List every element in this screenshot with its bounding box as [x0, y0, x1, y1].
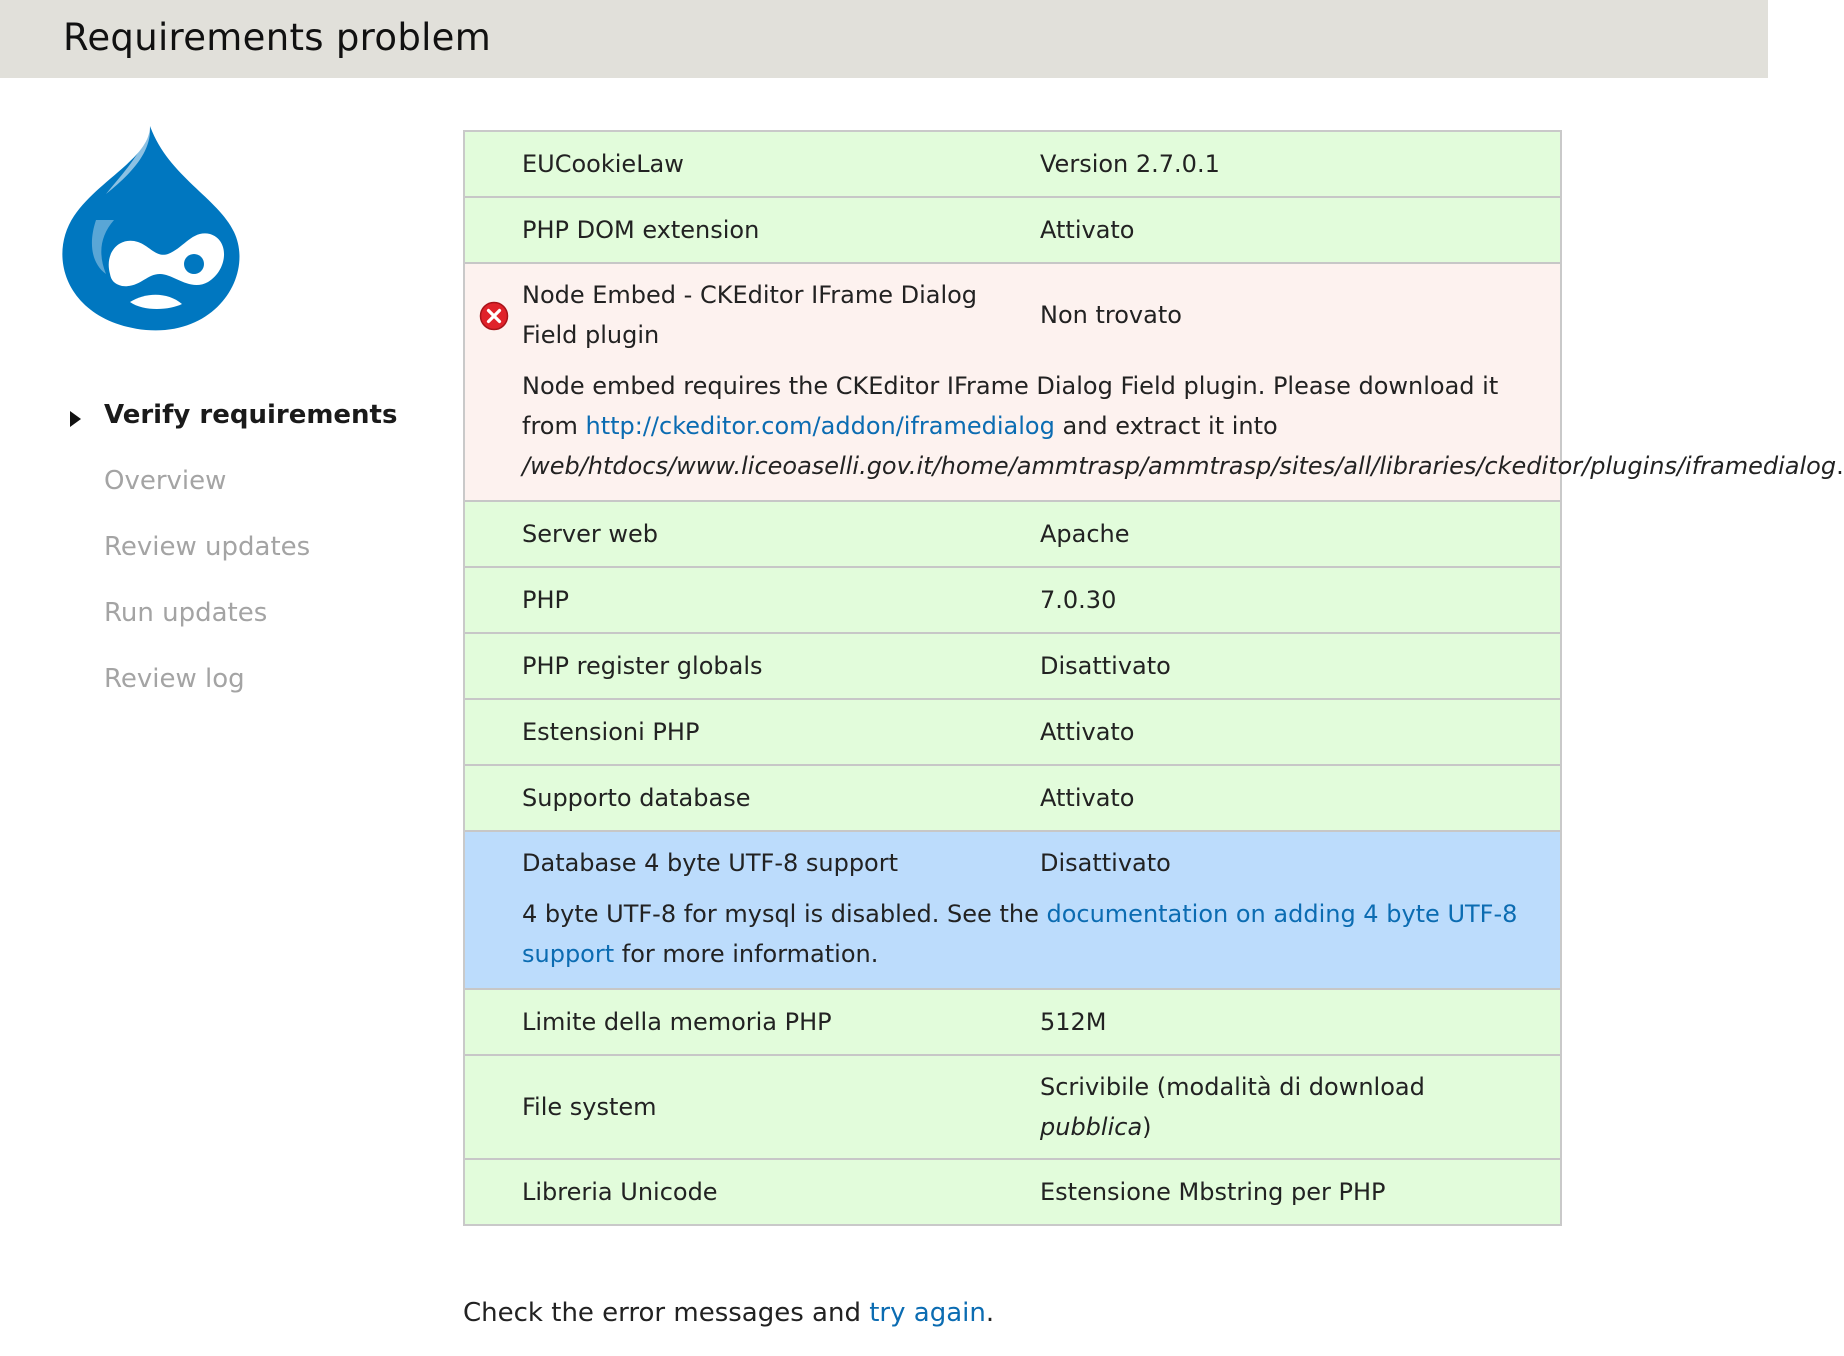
requirement-row-eucookielaw: [465, 132, 1560, 196]
iframedialog-addon-link[interactable]: http://ckeditor.com/addon/iframedialog: [585, 412, 1055, 440]
task-review-log: Review log: [104, 664, 245, 694]
requirement-row-node-embed: [465, 262, 1844, 500]
requirement-value: Attivato: [1040, 718, 1135, 746]
requirement-description: Node embed requires the CKEditor IFrame Dialog Field plugin. Please download it from http://ckeditor.com/addon/iframedialog and extract it into /web/htdocs/www.liceoaselli.gov.it/home/ammtrasp/ammtrasp/sites/all/libraries/ckeditor/plugins/iframedialog.: [522, 372, 1844, 480]
requirement-value: Non trovato: [1040, 301, 1182, 329]
requirement-title: PHP DOM extension: [522, 216, 760, 244]
task-overview: Overview: [104, 466, 227, 496]
requirement-title: Node Embed - CKEditor IFrame Dialog Field plugin: [522, 281, 978, 349]
requirement-row-database-support: [465, 764, 1560, 830]
page-header: [0, 0, 1768, 78]
requirement-row-php-dom: [465, 196, 1560, 262]
requirement-row-memory-limit: [465, 988, 1560, 1054]
requirement-title: EUCookieLaw: [522, 150, 684, 178]
requirement-title: Supporto database: [522, 784, 751, 812]
requirement-row-php-extensions: [465, 698, 1560, 764]
requirement-value: Attivato: [1040, 784, 1135, 812]
requirements-table: [463, 130, 1844, 1226]
task-list: [66, 400, 397, 730]
requirement-title: File system: [522, 1093, 657, 1121]
requirement-row-server-web: [465, 500, 1560, 566]
requirement-title: PHP: [522, 586, 569, 614]
task-review-updates: Review updates: [104, 532, 311, 562]
task-verify-requirements: Verify requirements: [66, 400, 397, 466]
active-task-arrow-icon: [70, 411, 81, 427]
requirement-description: 4 byte UTF-8 for mysql is disabled. See the documentation on adding 4 byte UTF-8 support for more information.: [522, 900, 1518, 968]
requirement-value: Disattivato: [1040, 849, 1171, 877]
utf8mb4-documentation-link[interactable]: documentation on adding 4 byte UTF-8 support: [522, 900, 1518, 968]
requirement-value: 7.0.30: [1040, 586, 1117, 614]
page-title: Requirements problem: [63, 16, 492, 59]
requirement-value: Attivato: [1040, 216, 1135, 244]
requirement-value: Disattivato: [1040, 652, 1171, 680]
requirement-title: PHP register globals: [522, 652, 763, 680]
requirement-row-register-globals: [465, 632, 1560, 698]
requirement-value: Scrivibile (modalità di download pubblica): [1040, 1073, 1425, 1141]
task-run-updates: Run updates: [104, 598, 268, 628]
requirement-title: Server web: [522, 520, 658, 548]
requirement-title: Limite della memoria PHP: [522, 1008, 832, 1036]
requirement-row-php: [465, 566, 1560, 632]
requirement-row-utf8mb4: [465, 830, 1560, 988]
requirement-title: Estensioni PHP: [522, 718, 700, 746]
footer-message: Check the error messages and try again.: [463, 1298, 995, 1328]
plugin-path: /web/htdocs/www.liceoaselli.gov.it/home/ammtrasp/ammtrasp/sites/all/libraries/ckeditor/plugins/iframedialog: [522, 452, 1837, 480]
requirement-value: 512M: [1040, 1008, 1107, 1036]
drupal-logo-icon: [58, 124, 244, 336]
requirement-value: Version 2.7.0.1: [1040, 150, 1220, 178]
requirement-value: Apache: [1040, 520, 1130, 548]
requirement-value: Estensione Mbstring per PHP: [1040, 1178, 1386, 1206]
requirement-row-file-system: [465, 1054, 1560, 1158]
requirement-title: Database 4 byte UTF-8 support: [522, 849, 899, 877]
requirement-title: Libreria Unicode: [522, 1178, 718, 1206]
try-again-link[interactable]: try again: [869, 1298, 986, 1328]
error-icon: [479, 301, 509, 331]
requirement-row-unicode-library: [465, 1158, 1560, 1224]
